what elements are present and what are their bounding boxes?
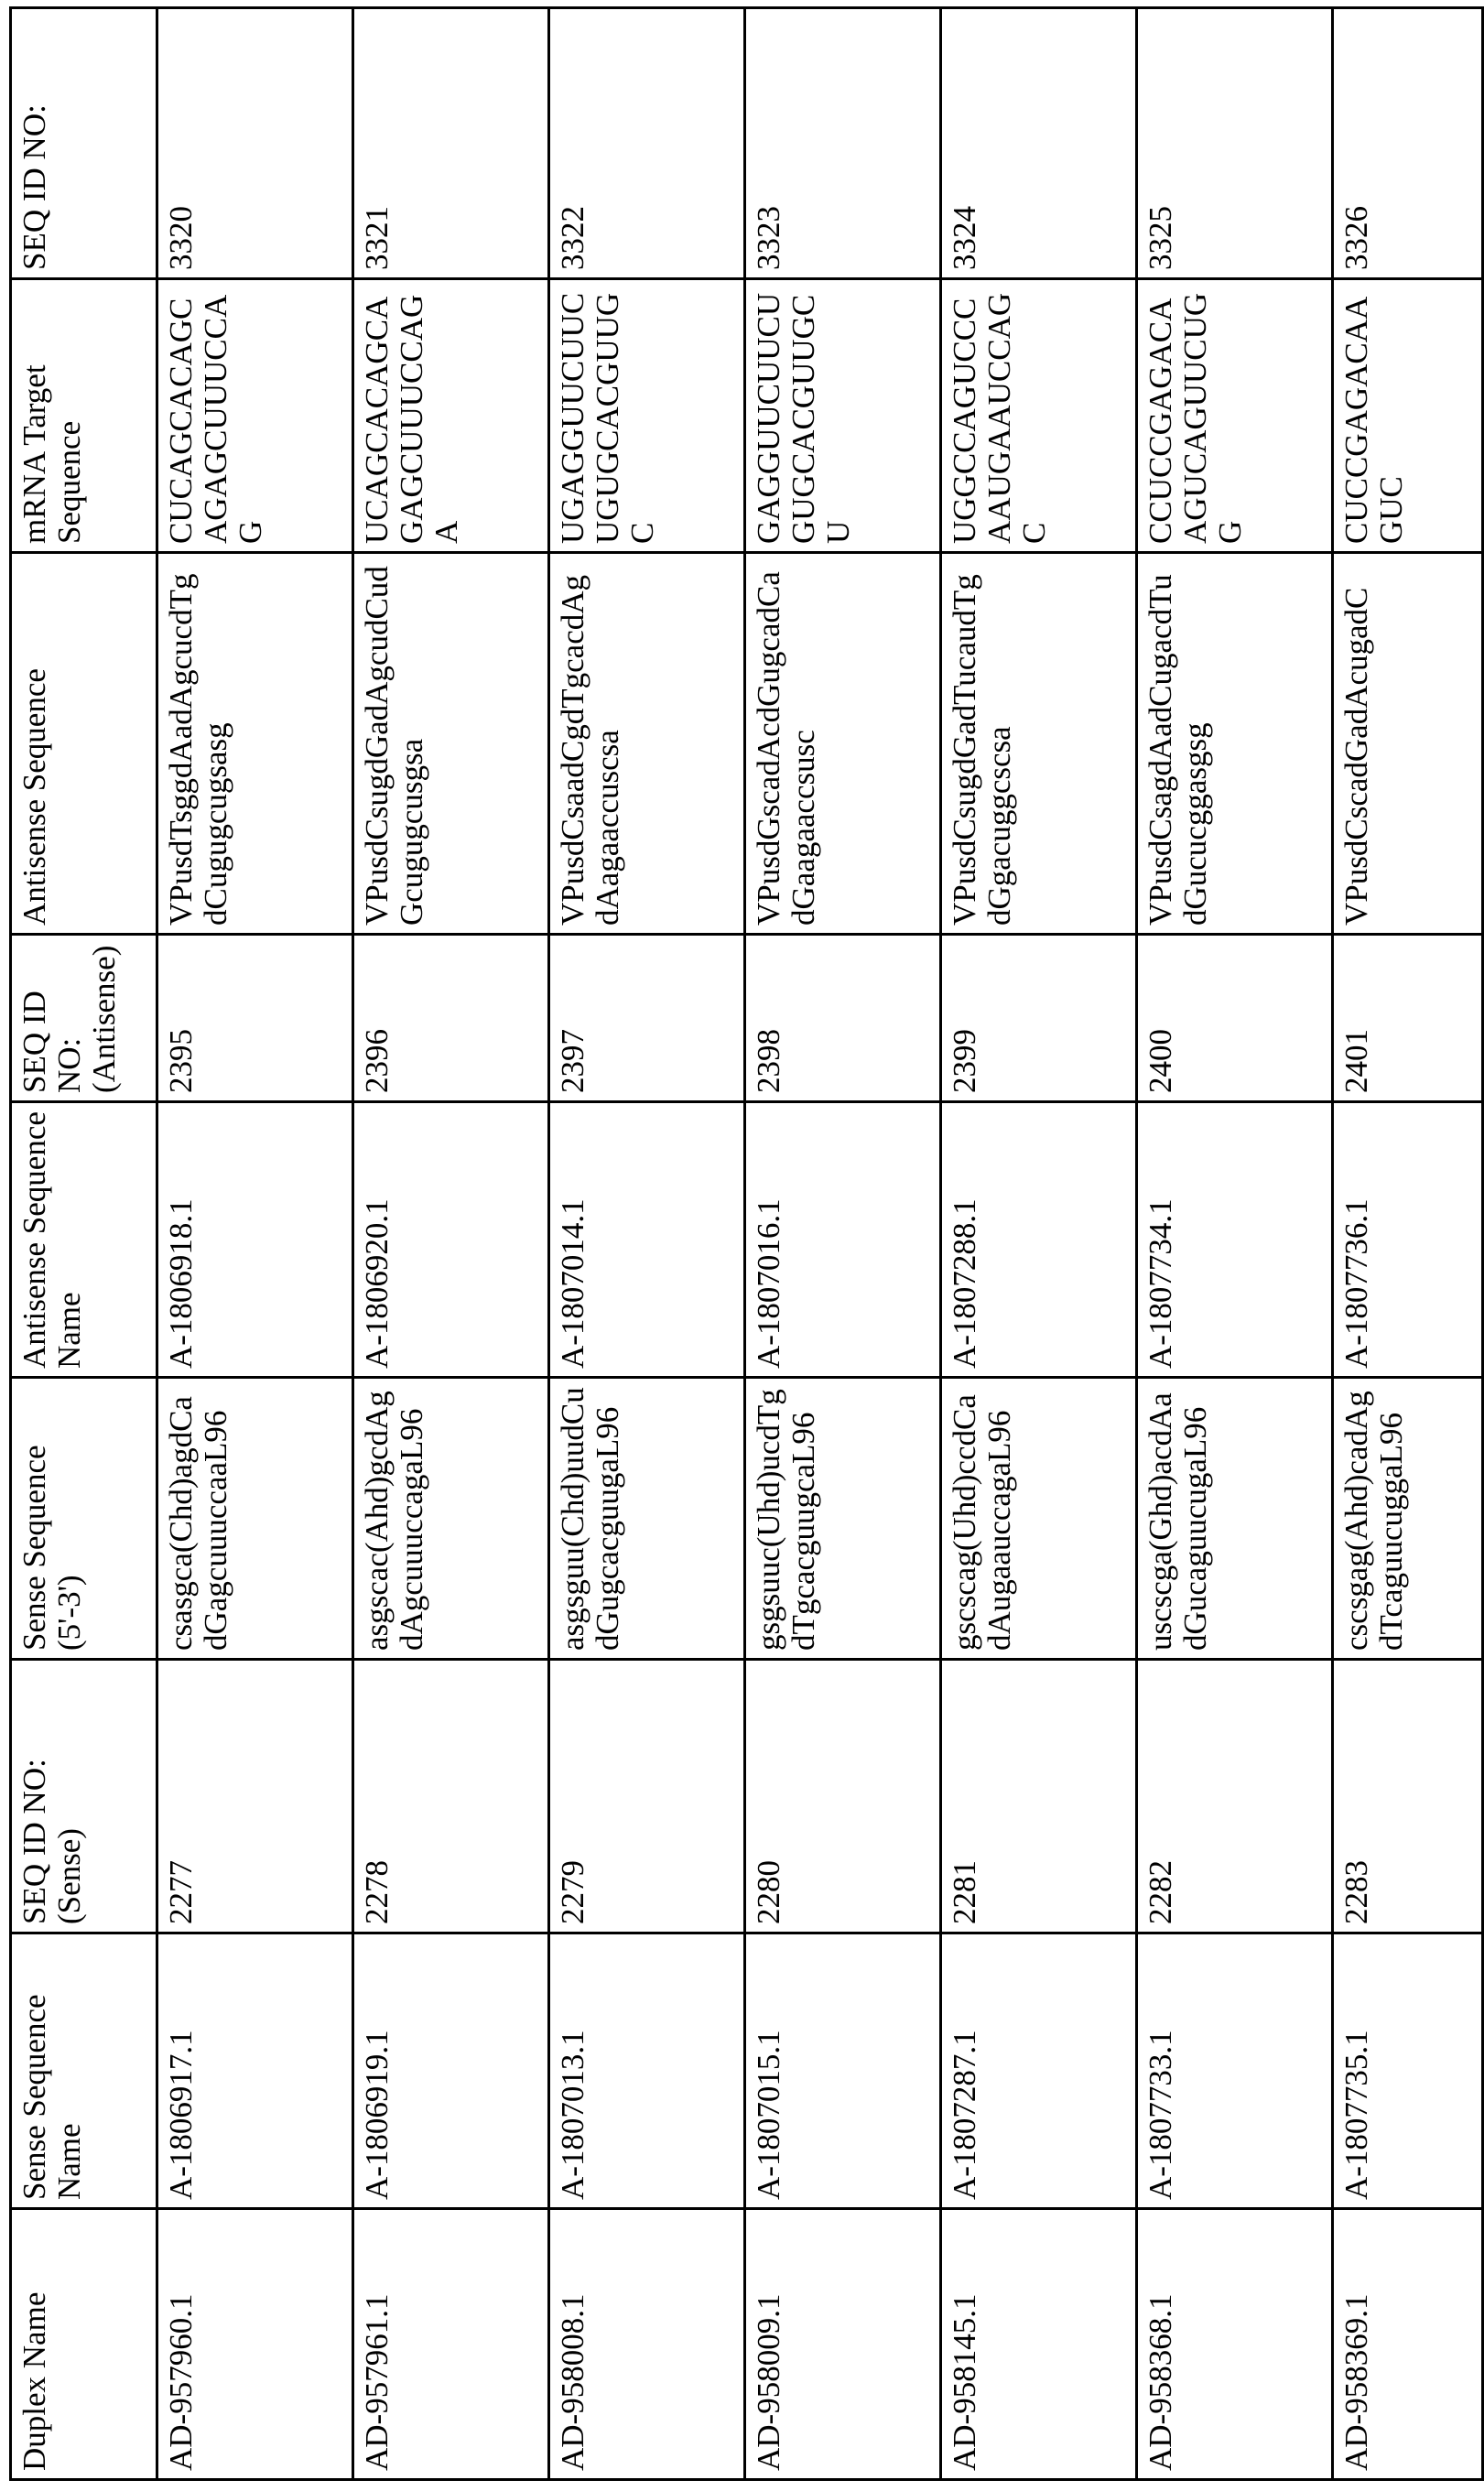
- cell-seq-id-sense: 2279: [549, 1660, 745, 1933]
- header-row: [11, 8, 157, 2480]
- cell-duplex-name: AD-958368.1: [1137, 2209, 1333, 2480]
- cell-sense-sequence: csasgca(Chd)agdCadGagcuuuccaaL96: [157, 1378, 353, 1660]
- cell-seq-id-antisense: 2398: [745, 935, 941, 1102]
- cell-sense-sequence: uscscga(Ghd)acdAadGucaguucugaL96: [1137, 1378, 1333, 1660]
- cell-sense-sequence: asgsguu(Chd)uudCudGugcacguugaL96: [549, 1378, 745, 1660]
- cell-antisense-sequence: VPusdCsaadCgdTgcacdAgdAagaaccuscsa: [549, 553, 745, 935]
- cell-mrna-target-sequence: UGAGGUUCUUCUGUGCACGUUGC: [549, 279, 745, 553]
- table-row: [549, 8, 745, 2480]
- cell-mrna-target-sequence: GAGGUUCUUCUGUGCACGUUGCU: [745, 279, 941, 553]
- cell-antisense-sequence: VPusdTsggdAadAgcucdTgdCugugcugsasg: [157, 553, 353, 935]
- cell-seq-id-sense: 2283: [1333, 1660, 1483, 1933]
- cell-duplex-name: AD-958369.1: [1333, 2209, 1483, 2480]
- header-sense-sequence-name: Sense Sequence Name: [11, 1933, 157, 2209]
- cell-seq-id-sense: 2278: [353, 1660, 549, 1933]
- cell-antisense-sequence: VPusdCscadGadAcugadC: [1333, 553, 1483, 935]
- header-sense-sequence: Sense Sequence (5'-3'): [11, 1378, 157, 1660]
- cell-seq-id: 3326: [1333, 8, 1483, 279]
- header-antisense-sequence-name: Antisense Sequence Name: [11, 1102, 157, 1378]
- cell-antisense-sequence: VPusdCsugdGadAgcudCudGcugugcusgsa: [353, 553, 549, 935]
- header-mrna-target-sequence: mRNA Target Sequence: [11, 279, 157, 553]
- cell-duplex-name: AD-957961.1: [353, 2209, 549, 2480]
- cell-seq-id-antisense: 2397: [549, 935, 745, 1102]
- duplex-sequence-table: [9, 6, 1484, 2481]
- cell-seq-id-antisense: 2400: [1137, 935, 1333, 1102]
- cell-antisense-sequence-name: A-1806918.1: [157, 1102, 353, 1378]
- cell-duplex-name: AD-958145.1: [941, 2209, 1137, 2480]
- header-seq-id: SEQ ID NO:: [11, 8, 157, 279]
- cell-duplex-name: AD-957960.1: [157, 2209, 353, 2480]
- cell-seq-id-antisense: 2395: [157, 935, 353, 1102]
- cell-sense-sequence: cscsgag(Ahd)cadAgdTcaguucuggaL96: [1333, 1378, 1483, 1660]
- cell-mrna-target-sequence: UCAGCACAGCAGAGCUUUCCAGA: [353, 279, 549, 553]
- cell-antisense-sequence-name: A-1807736.1: [1333, 1102, 1483, 1378]
- header-antisense-sequence: Antisense Sequence: [11, 553, 157, 935]
- table-row: [745, 8, 941, 2480]
- cell-sense-sequence: gscscag(Uhd)ccdCadAugaauccagaL96: [941, 1378, 1137, 1660]
- cell-seq-id-sense: 2277: [157, 1660, 353, 1933]
- cell-seq-id: 3320: [157, 8, 353, 279]
- cell-sense-sequence-name: A-1806919.1: [353, 1933, 549, 2209]
- cell-seq-id: 3325: [1137, 8, 1333, 279]
- cell-mrna-target-sequence: CUCCGAGACAAGUC: [1333, 279, 1483, 553]
- cell-seq-id-antisense: 2399: [941, 935, 1137, 1102]
- header-seq-id-sense: SEQ ID NO: (Sense): [11, 1660, 157, 1933]
- cell-sense-sequence-name: A-1807015.1: [745, 1933, 941, 2209]
- header-seq-id-antisense: SEQ ID NO: (Antisense): [11, 935, 157, 1102]
- cell-seq-id: 3321: [353, 8, 549, 279]
- rotated-table-container: [9, 9, 1481, 2481]
- cell-seq-id-antisense: 2396: [353, 935, 549, 1102]
- cell-mrna-target-sequence: CUCAGCACAGCAGAGCUUUCCAG: [157, 279, 353, 553]
- cell-sense-sequence-name: A-1807013.1: [549, 1933, 745, 2209]
- cell-antisense-sequence-name: A-1807016.1: [745, 1102, 941, 1378]
- cell-antisense-sequence-name: A-1807734.1: [1137, 1102, 1333, 1378]
- header-duplex-name: Duplex Name: [11, 2209, 157, 2480]
- cell-antisense-sequence: VPusdGscadAcdGugcadCadGaagaaccsusc: [745, 553, 941, 935]
- cell-sense-sequence: asgscac(Ahd)gcdAgdAgcuuuccagaL96: [353, 1378, 549, 1660]
- cell-seq-id-sense: 2280: [745, 1660, 941, 1933]
- cell-seq-id: 3323: [745, 8, 941, 279]
- cell-antisense-sequence-name: A-1807014.1: [549, 1102, 745, 1378]
- table-row: [941, 8, 1137, 2480]
- cell-duplex-name: AD-958009.1: [745, 2209, 941, 2480]
- table-row: [353, 8, 549, 2480]
- cell-antisense-sequence: VPusdCsugdGadTucaudTgdGgacuggcscsa: [941, 553, 1137, 935]
- cell-sense-sequence-name: A-1807735.1: [1333, 1933, 1483, 2209]
- cell-sense-sequence-name: A-1807287.1: [941, 1933, 1137, 2209]
- cell-sense-sequence: gsgsuuc(Uhd)ucdTgdTgcacguugcaL96: [745, 1378, 941, 1660]
- cell-antisense-sequence-name: A-1807288.1: [941, 1102, 1137, 1378]
- cell-duplex-name: AD-958008.1: [549, 2209, 745, 2480]
- cell-antisense-sequence: VPusdCsagdAadCugacdTudGucucggasgsg: [1137, 553, 1333, 935]
- cell-seq-id-sense: 2281: [941, 1660, 1137, 1933]
- cell-seq-id: 3322: [549, 8, 745, 279]
- table-row: [1333, 8, 1483, 2480]
- cell-sense-sequence-name: A-1806917.1: [157, 1933, 353, 2209]
- table-row: [1137, 8, 1333, 2480]
- cell-antisense-sequence-name: A-1806920.1: [353, 1102, 549, 1378]
- cell-seq-id-sense: 2282: [1137, 1660, 1333, 1933]
- cell-mrna-target-sequence: UGGCCAGUCCCAAUGAAUCCAGC: [941, 279, 1137, 553]
- table-row: [157, 8, 353, 2480]
- cell-seq-id: 3324: [941, 8, 1137, 279]
- cell-mrna-target-sequence: CCUCCGAGACAAGUCAGUUCUGG: [1137, 279, 1333, 553]
- cell-seq-id-antisense: 2401: [1333, 935, 1483, 1102]
- cell-sense-sequence-name: A-1807733.1: [1137, 1933, 1333, 2209]
